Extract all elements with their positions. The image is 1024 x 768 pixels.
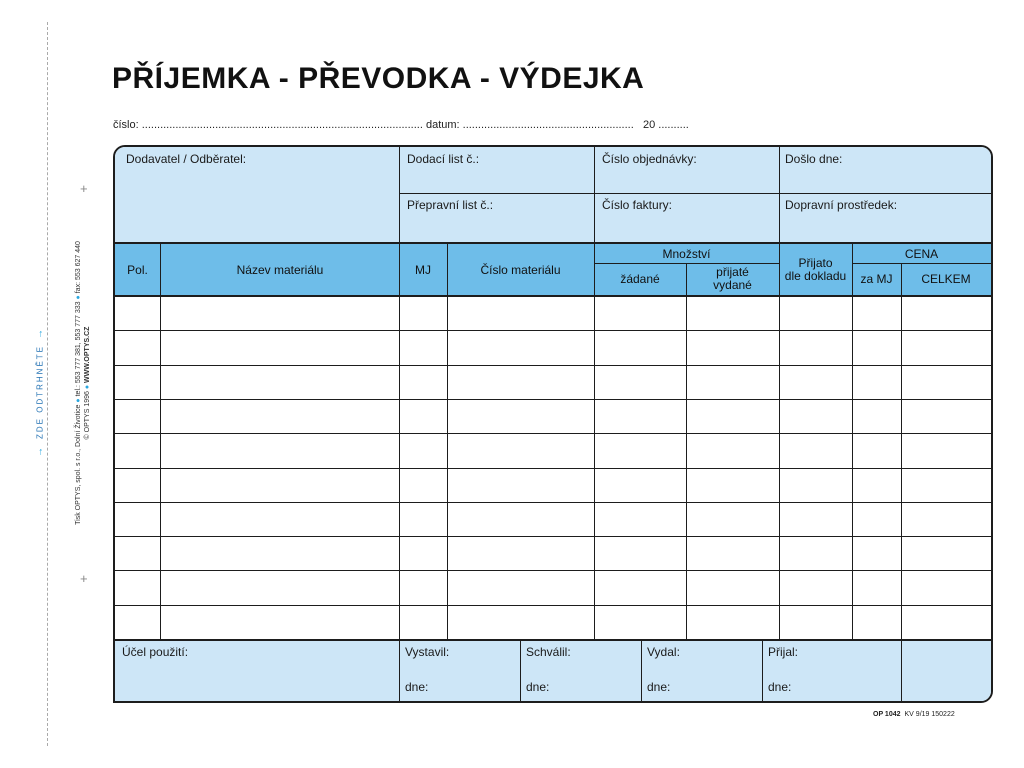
col-material-no-header: Číslo materiálu: [480, 263, 561, 277]
imprint-phone: tel.: 553 777 381, 553 777 333: [75, 301, 82, 397]
issued-date-label[interactable]: dne:: [405, 680, 429, 694]
received-by-label[interactable]: Přijal:: [768, 645, 799, 659]
col-unit-header: MJ: [415, 263, 431, 277]
table-row[interactable]: [115, 330, 991, 364]
col-received-line2: vydané: [713, 278, 752, 292]
tear-off-text: ZDE ODTRHNĚTE: [35, 345, 45, 439]
form-title: PŘÍJEMKA - PŘEVODKA - VÝDEJKA: [112, 62, 645, 95]
table-row[interactable]: [115, 296, 991, 330]
imprint-web: WWW.OPTYS.CZ: [84, 326, 91, 383]
form-code: [873, 711, 955, 718]
table-row[interactable]: [115, 468, 991, 502]
table-row[interactable]: [115, 605, 991, 639]
col-pos-header: Pol.: [127, 263, 148, 277]
transport-label[interactable]: Dopravní prostředek:: [785, 198, 898, 212]
col-price-header: CENA: [904, 247, 939, 261]
transfer-note-label[interactable]: Přepravní list č.:: [407, 198, 494, 212]
col-received-line1: přijaté: [716, 265, 749, 279]
form-code-number: OP 1042: [873, 711, 901, 718]
order-number-label[interactable]: Číslo objednávky:: [602, 152, 697, 166]
purpose-label[interactable]: Účel použití:: [122, 645, 189, 659]
date-field[interactable]: datum: ........................................................: [425, 119, 634, 131]
table-row[interactable]: [115, 502, 991, 536]
registration-mark-icon: +: [80, 571, 88, 586]
col-per-unit-header: za MJ: [860, 272, 893, 286]
col-accepted-line2: dle dokladu: [784, 269, 847, 283]
issued-by-label[interactable]: Vystavil:: [405, 645, 450, 659]
table-row[interactable]: [115, 570, 991, 604]
imprint-copyright: © OPTYS 1996: [84, 391, 91, 440]
year-field[interactable]: 20 ..........: [642, 119, 689, 131]
dispensed-date-label[interactable]: dne:: [647, 680, 671, 694]
col-received-header: [686, 266, 779, 292]
received-date-label[interactable]: dne:: [768, 680, 792, 694]
col-total-header: CELKEM: [921, 272, 971, 286]
tear-line: [47, 22, 48, 746]
tear-off-instruction: [35, 321, 46, 463]
approved-by-label[interactable]: Schválil:: [526, 645, 571, 659]
printer-imprint: Tisk OPTYS, spol. s r.o., Dolní Životice ● tel.: 553 777 381, 553 777 333 ● fax: 553 627 440 © OPTYS 1996 ● WWW.OPTYS.CZ: [75, 241, 91, 525]
number-date-line: [113, 119, 689, 131]
col-accepted-header: [779, 257, 852, 283]
supplier-label[interactable]: Dodavatel / Odběratel:: [126, 152, 247, 166]
imprint-company: Tisk OPTYS, spol. s r.o., Dolní Životice: [75, 404, 82, 525]
table-row[interactable]: [115, 365, 991, 399]
delivery-note-label[interactable]: Dodací list č.:: [407, 152, 480, 166]
approved-date-label[interactable]: dne:: [526, 680, 550, 694]
number-field[interactable]: číslo: ............................................................................................: [113, 119, 426, 131]
col-accepted-line1: Přijato: [798, 256, 833, 270]
registration-mark-icon: +: [80, 181, 88, 196]
table-row[interactable]: [115, 399, 991, 433]
arrow-icon: →: [34, 327, 46, 339]
imprint-fax: fax: 553 627 440: [75, 241, 82, 294]
col-quantity-header: Množství: [662, 247, 711, 261]
arrow-icon: →: [34, 445, 46, 457]
col-requested-header: žádané: [620, 272, 660, 286]
dispensed-by-label[interactable]: Vydal:: [647, 645, 680, 659]
top-section: [115, 147, 991, 242]
form-version: KV 9/19 150222: [904, 711, 955, 718]
invoice-number-label[interactable]: Číslo faktury:: [602, 198, 673, 212]
table-row[interactable]: [115, 536, 991, 570]
col-name-header: Název materiálu: [236, 263, 324, 277]
form-table: [113, 145, 993, 703]
table-row[interactable]: [115, 433, 991, 467]
arrival-date-label[interactable]: Došlo dne:: [785, 152, 843, 166]
